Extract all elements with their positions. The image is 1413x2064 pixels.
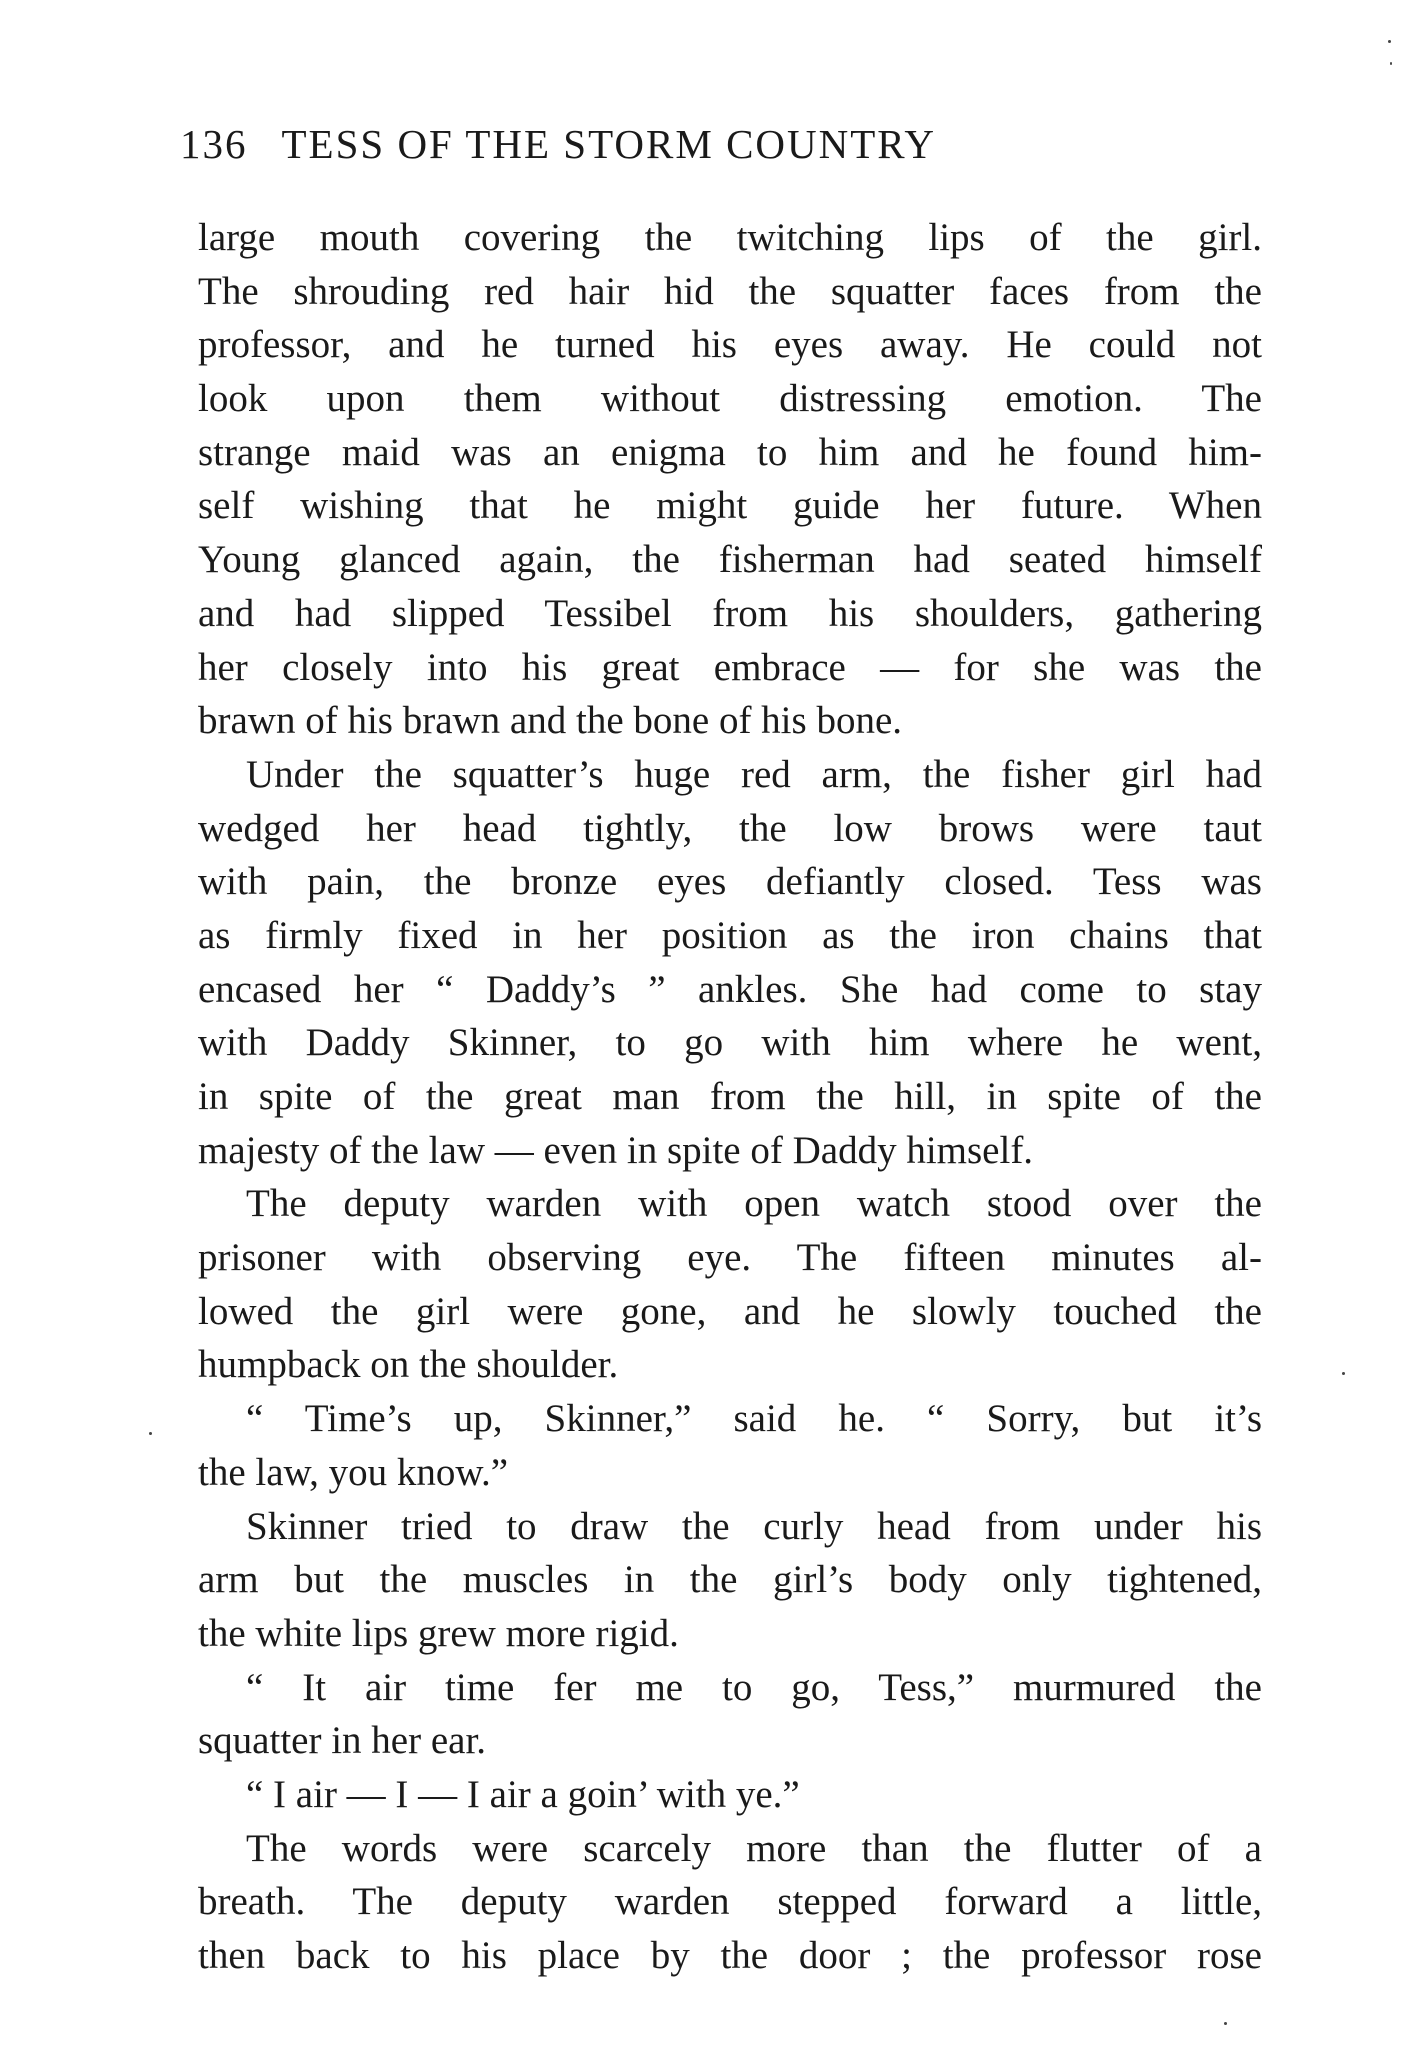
text-line: Young glanced again, the fisherman had seated himself: [198, 538, 1262, 582]
scan-speck: [1390, 62, 1392, 65]
scan-speck: [1342, 1372, 1345, 1375]
text-line: with Daddy Skinner, to go with him where he went,: [198, 1021, 1262, 1065]
text-line: professor, and he turned his eyes away. He could not: [198, 323, 1262, 367]
text-line: with pain, the bronze eyes defiantly closed. Tess was: [198, 860, 1262, 904]
text-line: Skinner tried to draw the curly head from under his: [246, 1504, 1262, 1548]
text-line: Under the squatter’s huge red arm, the fisher girl had: [246, 752, 1262, 796]
text-line: humpback on the shoulder.: [198, 1343, 619, 1387]
text-line: strange maid was an enigma to him and he found him-: [198, 430, 1262, 474]
text-line: The shrouding red hair hid the squatter faces from the: [198, 269, 1262, 313]
text-line: large mouth covering the twitching lips of the girl.: [198, 216, 1262, 259]
text-line: her closely into his great embrace — for she was the: [198, 645, 1262, 689]
text-line: “ I air — I — I air a goin’ with ye.”: [246, 1772, 800, 1816]
page-number: 136: [180, 121, 248, 167]
text-line: The deputy warden with open watch stood over the: [246, 1182, 1262, 1226]
text-line: as firmly fixed in her position as the iron chains that: [198, 913, 1262, 957]
text-line: prisoner with observing eye. The fifteen minutes al-: [198, 1236, 1262, 1280]
scan-speck: [149, 1432, 152, 1435]
text-line: brawn of his brawn and the bone of his bone.: [198, 699, 902, 743]
scan-speck: [1224, 2022, 1227, 2025]
text-line: arm but the muscles in the girl’s body only tightened,: [198, 1558, 1262, 1602]
text-line: lowed the girl were gone, and he slowly touched the: [198, 1289, 1262, 1333]
text-line: breath. The deputy warden stepped forward a little,: [198, 1880, 1262, 1924]
text-line: wedged her head tightly, the low brows were taut: [198, 806, 1262, 850]
text-line: the law, you know.”: [198, 1450, 509, 1494]
text-line: majesty of the law — even in spite of Daddy himself.: [198, 1128, 1034, 1172]
scan-speck: [1388, 40, 1391, 43]
running-head: [180, 120, 936, 168]
text-line: self wishing that he might guide her future. When: [198, 484, 1262, 528]
body-text: [198, 211, 1262, 1983]
text-line: The words were scarcely more than the flutter of a: [246, 1826, 1262, 1870]
text-line: the white lips grew more rigid.: [198, 1611, 679, 1655]
text-line: and had slipped Tessibel from his shoulders, gathering: [198, 591, 1262, 635]
text-line: look upon them without distressing emotion. The: [198, 377, 1262, 421]
text-line: in spite of the great man from the hill, in spite of the: [198, 1075, 1262, 1118]
text-line: squatter in her ear.: [198, 1719, 487, 1763]
text-line: “ Time’s up, Skinner,” said he. “ Sorry, but it’s: [246, 1397, 1262, 1441]
running-title: TESS OF THE STORM COUNTRY: [281, 121, 936, 167]
text-line: then back to his place by the door ; the professor rose: [198, 1934, 1262, 1977]
text-line: “ It air time fer me to go, Tess,” murmured the: [246, 1665, 1262, 1709]
text-line: encased her “ Daddy’s ” ankles. She had come to stay: [198, 967, 1262, 1011]
